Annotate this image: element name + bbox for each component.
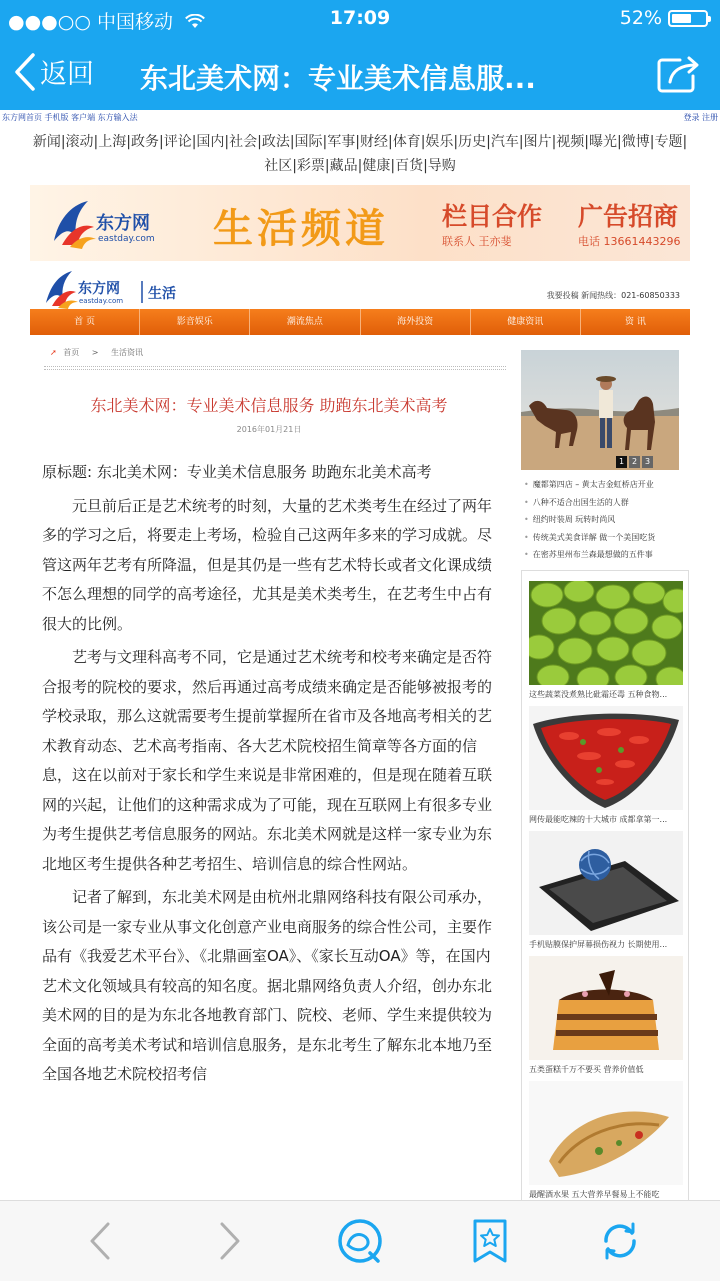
side-news-list [518,476,693,564]
article-date: 2016年01月21日 [236,425,302,434]
chevron-left-icon [88,1221,112,1261]
divider [44,366,506,367]
bookmark-button[interactable] [460,1215,520,1267]
status-bar [0,0,720,38]
browser-home-button[interactable] [330,1215,390,1267]
breadcrumb-current[interactable]: 生活资讯 [111,348,144,357]
menu-health[interactable]: 健康资讯 [471,309,581,335]
phone-photo[interactable] [529,831,683,935]
hotline: 我要投稿 新闻热线：021-60850333 [546,291,680,300]
refresh-icon [598,1219,642,1263]
battery-icon [668,10,708,27]
svg-text:生活: 生活 [148,286,176,302]
list-item[interactable]: • 传统美式美食详解 做一个美国吃货 [518,529,693,547]
coop-contact: 联系人 王亦斐 [442,235,512,248]
web-content [0,110,720,1200]
slider-dot[interactable]: 2 [629,456,640,468]
back-button[interactable] [14,52,94,91]
breadcrumb-separator: > [91,348,99,357]
beans-photo[interactable] [529,581,683,685]
page-title: 东北美术网：专业美术信息服... [140,62,536,95]
article-paragraph: 记者了解到，东北美术网是由杭州北鼎网络科技有限公司承办，该公司是一家专业从事文化创意产业电商服务的综合性公司，主要作品有《我爱艺术平台》、《北鼎画室OA》、《家长互动OA》等，在国内艺术文化领域具有较高的知名度。据北鼎网络负责人介绍，创办东北美术网的目的是为东北各地教育部门、院校、老师、学生来提供较为全面的高考美术考试和培训信息服务，是东北考生了解东北本地乃至全国各地艺术院校招考信 [42,888,493,1083]
browser-toolbar [0,1200,720,1281]
refresh-button[interactable] [590,1215,650,1267]
site-header [30,265,690,310]
horses-photo [521,350,679,470]
ad-phone: 电话 13661443296 [578,235,681,248]
browser-logo-icon [336,1217,384,1265]
list-item[interactable]: • 在密苏里州布兰森最想做的五件事 [518,546,693,564]
eastday-life-logo[interactable] [42,269,202,309]
menu-news[interactable]: 资 讯 [625,317,646,327]
channel-name: 生活频道 [213,206,389,252]
browser-navbar [0,38,720,110]
menu-trends[interactable]: 潮流焦点 [250,309,360,335]
photo-slider[interactable] [521,350,679,470]
menu-overseas[interactable]: 海外投资 [361,309,471,335]
category-nav[interactable]: 新闻|滚动|上海|政务|评论|国内|社会|政法|国际|军事|财经|体育|娱乐|历史|汽车|图片|视频|曝光|微博|专题|社区|彩票|藏品|健康|百货|导购 [32,134,688,174]
signal-icon: ●●●○○ [8,11,91,33]
photo-caption[interactable]: 这些蔬菜没煮熟比砒霜还毒 五种食物... [529,690,668,699]
eastday-logo [48,197,178,251]
article-paragraph: 元旦前后正是艺术统考的时刻，大量的艺术类考生在经过了两年多的学习之后，将要走上考场，检验自己这两年多来的学习成就。尽管这两年艺考有所降温，但是其仍是一些有艺术特长或者文化课成绩不怎么理想的同学的高考途径，尤其是美术类考生，在艺考生中占有很大的比例。 [42,496,493,633]
article-title: 东北美术网：专业美术信息服务 助跑东北美术高考 [90,396,448,415]
clock: 17:09 [329,7,391,29]
breadcrumb-home[interactable]: 首页 [63,348,80,357]
top-links-left[interactable]: 东方网首页 手机版 客户端 东方输入法 [2,113,138,122]
channel-banner[interactable] [30,185,690,261]
article-paragraph: 艺考与文理科高考不同，它是通过艺术统考和校考来确定是否符合报考的院校的要求，然后再通过高考成绩来确定是否能够被报考的学校录取，那么这就需要考生提前掌握所在省市及各地高考相关的艺术教育动态、艺术高考指南、各大艺术院校招生简章等各方面的信息，这在以前对于家长和学生来说是非常困难的，但是现在随着互联网的兴起，让他们的这种需求成为了可能，现在互联网上有很多专业为考生提供艺考信息服务的网站。东北美术网就是这样一家专业为东北地区考生提供各种艺考招生、培训信息的综合性网站。 [42,648,493,873]
breadcrumb [50,347,143,358]
svg-text:eastday.com: eastday.com [79,297,124,305]
share-icon [656,54,700,94]
menu-entertainment[interactable]: 影音娱乐 [140,309,250,335]
slider-pager [616,456,653,468]
photo-caption[interactable]: 网传最能吃辣的十大城市 成都拿第一... [529,815,668,824]
list-item[interactable]: • 八种不适合出国生活的人群 [518,494,693,512]
ad-title: 广告招商 [578,202,679,231]
photo-caption[interactable]: 最醒酒水果 五大营养早餐易上不能吃 [529,1190,660,1199]
coop-title: 栏目合作 [442,202,543,231]
crepe-photo[interactable] [529,1081,683,1185]
battery-percent: 52% [619,7,662,29]
menu-home[interactable]: 首 页 [30,309,140,335]
svg-text:东方网: 东方网 [96,213,150,234]
share-button[interactable] [656,54,700,98]
photo-caption[interactable]: 手机贴膜保护屏幕损伤视力 长期使用... [529,940,668,949]
photo-caption[interactable]: 五类蛋糕千万不要买 营养价值低 [529,1065,644,1074]
peppers-photo[interactable] [529,706,683,810]
side-photo-list [521,570,689,1200]
divider [44,369,506,370]
chevron-left-icon [14,53,36,91]
article-body [42,458,498,1094]
back-label: 返回 [40,59,94,90]
svg-text:eastday.com: eastday.com [98,234,155,244]
list-item[interactable]: • 魔都第四店 – 黄太吉金虹桥店开业 [518,476,693,494]
arrow-icon: ➚ [50,348,57,357]
chevron-right-icon [218,1221,242,1261]
svg-text:东方网: 东方网 [78,281,120,297]
back-nav-button[interactable] [70,1215,130,1267]
login-register-link[interactable]: 登录 注册 [683,113,718,122]
bookmark-star-icon [471,1218,509,1264]
slider-dot[interactable]: 1 [616,456,627,468]
original-title: 原标题: 东北美术网：专业美术信息服务 助跑东北美术高考 [42,463,432,481]
forward-nav-button[interactable] [200,1215,260,1267]
list-item[interactable]: • 纽约时装周 玩转时尚风 [518,511,693,529]
section-menu [30,309,690,335]
cake-photo[interactable] [529,956,683,1060]
carrier-name: 中国移动 [96,11,173,33]
slider-dot[interactable]: 3 [642,456,653,468]
